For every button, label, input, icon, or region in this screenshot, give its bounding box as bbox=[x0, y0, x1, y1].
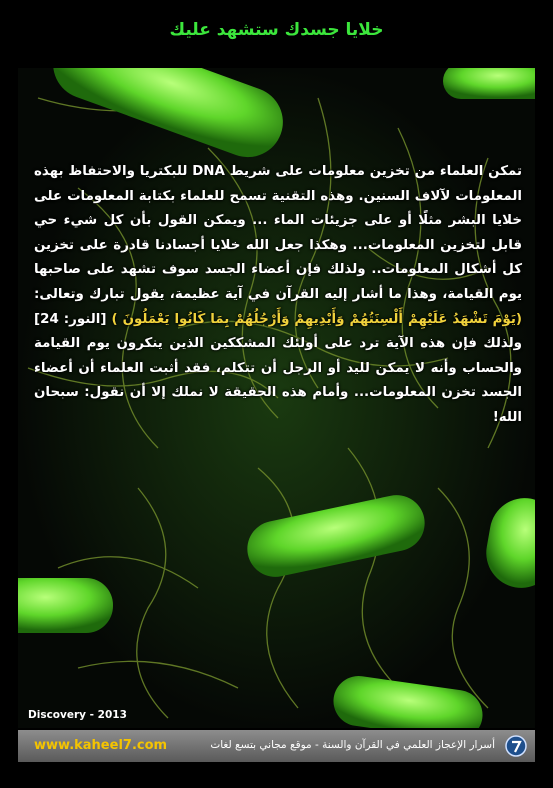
paragraph-conclusion: ولذلك فإن هذه الآية ترد على أولئك المشككين الذين ينكرون يوم القيامة والحساب وأنه لا يمكن لليد أو الرجل أن تتكلم، فقد أثبت العلماء أن أعضاء الجسد تخزن المعلومات... وأمام هذه الحقيقة لا نملك إلا أن نقول: سبحان الله! bbox=[34, 336, 522, 425]
verse-reference: [النور: 24] bbox=[34, 311, 112, 327]
website-link[interactable]: www.kaheel7.com bbox=[34, 738, 168, 753]
footer-bar bbox=[18, 730, 535, 762]
image-credit: Discovery - 2013 bbox=[28, 709, 127, 721]
quran-verse: (يَوْمَ تَشْهَدُ عَلَيْهِمْ أَلْسِنَتُهُمْ وَأَيْدِيهِمْ وَأَرْجُلُهُمْ بِمَا كَانُوا يَعْمَلُونَ ) bbox=[111, 311, 522, 327]
footer-tagline: أسرار الإعجاز العلمي في القرآن والسنة - موقع مجاني بتسع لغات bbox=[210, 739, 495, 751]
page-title: خلايا جسدك ستشهد عليك bbox=[169, 20, 384, 40]
paragraph-intro: تمكن العلماء من تخزين معلومات على شريط DNA للبكتريا والاحتفاظ بهذه المعلومات لآلاف السنين. وهذه التقنية تسمح للعلماء بكتابة المعلومات على خلايا البشر مثلًا أو على جزيئات الماء ... ويمكن القول بأن كل شيء حي قابل لتخزين المعلومات... وهكذا جعل الله خلايا أجسادنا قادرة على تخزين كل أشكال المعلومات.. ولذلك فإن أعضاء الجسد سوف تشهد على صاحبها يوم القيامة، وهذا ما أشار إليه القرآن في آية عظيمة، يقول تبارك وتعالى: bbox=[34, 164, 522, 302]
article-paragraph bbox=[34, 160, 522, 431]
kaheel7-logo-icon bbox=[505, 735, 527, 757]
